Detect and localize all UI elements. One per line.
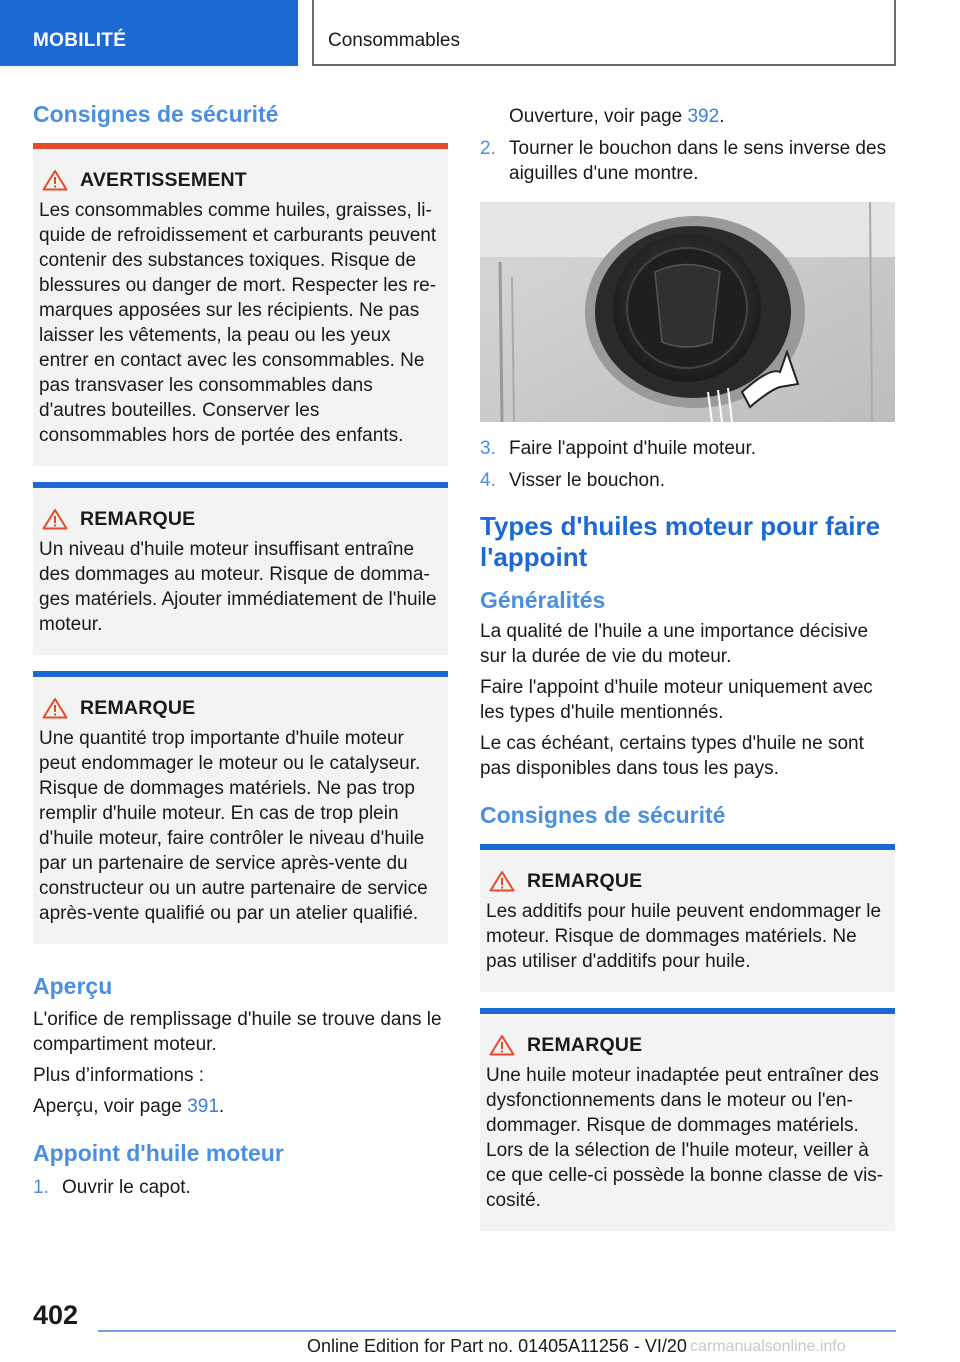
header-chapter-label: Consommables (328, 30, 460, 51)
notice-box (480, 1008, 895, 1231)
header-chapter-tab (312, 0, 896, 66)
list-item: 1. Ouvrir le capot. (33, 1177, 191, 1199)
general-paragraph: Le cas échéant, certains types d'huile ne sont pas disponibles dans tous les pays. (480, 733, 864, 780)
header-section-tab (0, 0, 298, 66)
overview-heading: Aperçu (33, 972, 113, 999)
open-hood-reference: Ouverture, voir page 392. (509, 106, 725, 127)
warning-triangle-icon (42, 169, 68, 191)
page-link-392[interactable]: 392 (687, 106, 720, 127)
footer-edition: Online Edition for Part no. 01405A11256 - VI/20 (307, 1336, 687, 1356)
overview-text: L'orifice de remplissage d'huile se trouve dans le compartiment moteur. (33, 1008, 442, 1055)
oil-filler-cap-image (480, 202, 895, 422)
notice-text: Un niveau d'huile moteur insuffisant entraîne des dommages au moteur. Risque de dommages matériels. Ajouter immédiatement de l'huile moteur. (39, 538, 437, 635)
left-column (33, 100, 448, 1207)
notice-box (33, 482, 448, 655)
right-column (480, 104, 895, 1247)
page-number: 402 (33, 1300, 79, 1330)
steps-list (33, 1175, 448, 1200)
warning-text: Les consommables comme huiles, graisses, liquide de refroidissement et carburants peuvent contenir des substances toxiques. Risque de blessures ou danger de mort. Respecter les remarques apposées sur les récipients. Ne pas laisser les vêtements, la peau ou les yeux entrer en contact avec les consommables. Ne pas transvaser les consommables dans d'autres bouteilles. Conserver les consommables hors de portée des enfants. (39, 199, 437, 446)
warning-triangle-icon (42, 508, 68, 530)
notice-text: Une quantité trop importante d'huile moteur peut endommager le moteur ou le catalyseur. Risque de dommages matériels. Ne pas trop remplir d'huile moteur. En cas de trop plein d'huile moteur, faire contrôler le niveau d'huile par un partenaire de service après-vente du constructeur ou un autre partenaire de service après-vente qualifié ou par un atelier qualifié. (39, 727, 428, 924)
warning-title: AVERTISSEMENT (80, 168, 247, 191)
list-item: 3. Faire l'appoint d'huile moteur. (480, 438, 757, 459)
notice-title: REMARQUE (80, 507, 196, 530)
oil-types-heading: Types d'huiles moteur pour faire l'appoint (480, 511, 881, 572)
warning-triangle-icon (489, 870, 515, 892)
watermark: carmanualsonline.info (690, 1338, 846, 1355)
topup-heading: Appoint d'huile moteur (33, 1139, 284, 1166)
overview-reference: Aperçu, voir page 391. (33, 1095, 225, 1117)
warning-triangle-icon (489, 1034, 515, 1056)
notice-title: REMARQUE (527, 869, 643, 892)
list-item: 4. Visser le bouchon. (480, 470, 665, 491)
footer-divider (98, 1330, 896, 1332)
notice-box (33, 671, 448, 944)
general-paragraph: La qualité de l'huile a une importance décisive sur la durée de vie du moteur. (480, 621, 869, 668)
header-section-label: MOBILITÉ (33, 30, 127, 51)
safety-heading: Consignes de sécurité (33, 101, 279, 127)
warning-box (33, 143, 448, 466)
page-link-391[interactable]: 391 (187, 1095, 219, 1117)
warning-triangle-icon (42, 697, 68, 719)
notice-title: REMARQUE (527, 1033, 643, 1056)
general-heading: Généralités (480, 587, 606, 614)
notice-box (480, 844, 895, 992)
notice-title: REMARQUE (80, 696, 196, 719)
steps-list (480, 436, 895, 493)
safety-heading-2: Consignes de sécurité (480, 802, 726, 829)
steps-list (480, 136, 895, 186)
notice-text: Les additifs pour huile peuvent endommager le moteur. Risque de dommages matériels. Ne pas utiliser d'additifs pour huile. (486, 900, 882, 972)
more-info-label: Plus d’informations : (33, 1064, 205, 1086)
list-item: 2. Tourner le bouchon dans le sens inverse des aiguilles d'une montre. (480, 138, 887, 184)
notice-text: Une huile moteur inadaptée peut entraîner des dysfonctionnements dans le moteur ou l'endommager. Risque de dommages matériels. Lors de la sélection de l'huile moteur, veiller à ce que celle-ci possède la bonne classe de viscosité. (486, 1064, 884, 1211)
general-paragraph: Faire l'appoint d'huile moteur uniquement avec les types d'huile mentionnés. (480, 677, 873, 724)
